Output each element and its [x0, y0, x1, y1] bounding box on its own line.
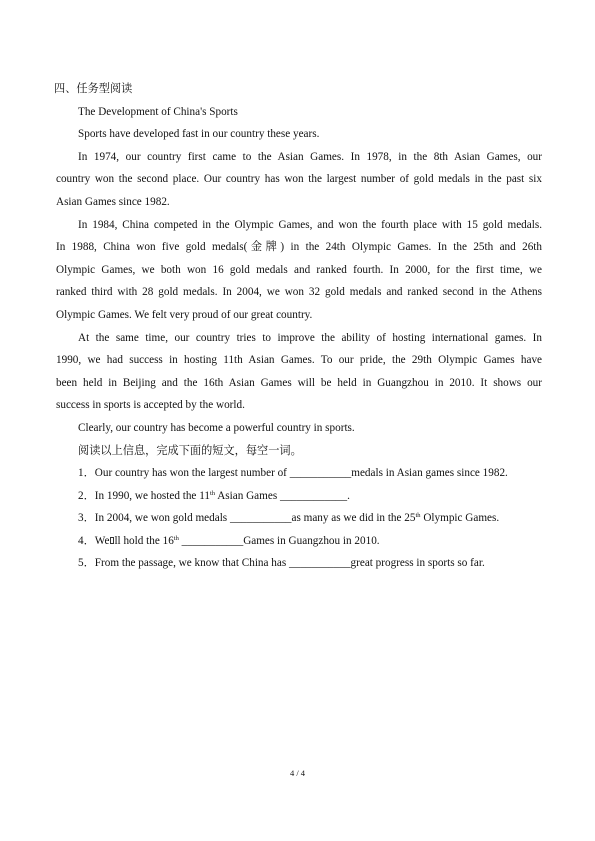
question-3: [56, 507, 542, 530]
question-text: as many as we did in the 25: [291, 512, 416, 525]
question-5: [56, 552, 542, 575]
ordinal-suffix: th: [415, 512, 421, 520]
paragraph-1-line-1: Sports have developed fast in our country these years.: [78, 128, 320, 141]
question-text: In 2004, we won gold medals: [94, 512, 230, 525]
question-text: From the passage, we know that China has: [94, 557, 289, 570]
paragraph-3-line-1: In 1984, China competed in the Olympic Games, and won the fourth place with 15 gold medals.: [78, 218, 542, 231]
paragraph-4-line-1: At the same time, our country tries to improve the ability of hosting international games. In: [78, 331, 542, 344]
question-number: 4．: [78, 534, 95, 547]
question-text: We: [94, 534, 110, 547]
answer-blank: ___________: [229, 512, 292, 525]
question-text: Our country has won the largest number of: [94, 467, 290, 480]
question-text: Games in Guangzhou in 2010.: [243, 534, 380, 547]
question-text: .: [347, 489, 350, 502]
answer-blank: ___________: [289, 557, 351, 570]
question-1: [56, 462, 542, 485]
paragraph-3-line-2: In 1988, China won five gold medals(金牌) in the 24th Olympic Games. In the 25th and 26th: [56, 241, 542, 254]
paragraph-4-line-4: success in sports is accepted by the world.: [56, 399, 245, 412]
ordinal-suffix: th: [209, 489, 216, 497]
question-number: 3．: [78, 512, 95, 525]
paragraph-2-line-3: Asian Games since 1982.: [56, 195, 170, 208]
question-number: 1．: [78, 467, 95, 480]
question-number: 5．: [78, 557, 95, 570]
section-heading: 四、任务型阅读: [54, 83, 133, 95]
passage-title: The Development of China's Sports: [78, 105, 238, 118]
ordinal-suffix: th: [173, 534, 179, 542]
answer-blank: ___________: [289, 467, 352, 480]
paragraph-4-line-2: 1990, we had success in hosting 11th Asian Games. To our pride, the 29th Olympic Games have: [56, 354, 542, 367]
question-4: [56, 530, 542, 553]
question-text: medals in Asian games since 1982.: [351, 467, 508, 480]
answer-blank: ___________: [178, 534, 244, 547]
paragraph-3-line-4: ranked third with 28 gold medals. In 2004, we won 32 gold medals and ranked second in the Athens: [56, 286, 542, 299]
question-text: In 1990, we hosted the 11: [94, 489, 210, 502]
paragraph-4-line-3: been held in Beijing and the 16th Asian Games will be held in Guangzhou in 2010. It shows our: [56, 376, 542, 389]
question-text: Asian Games: [215, 489, 280, 502]
question-2: [56, 485, 542, 508]
page-number: 4 / 4: [289, 768, 306, 778]
document-page: [56, 78, 542, 575]
instructions: 阅读以上信息，完成下面的短文，每空一词。: [78, 444, 302, 457]
paragraph-3-line-5: Olympic Games. We felt very proud of our great country.: [56, 308, 313, 321]
paragraph-5-line-1: Clearly, our country has become a powerful country in sports.: [78, 421, 355, 434]
paragraph-2-line-2: country won the second place. Our country has won the largest number of gold medals in the past six: [56, 173, 542, 186]
question-text: great progress in sports so far.: [350, 557, 485, 570]
question-number: 2．: [78, 489, 95, 502]
question-text: ll hold the 16: [114, 534, 174, 547]
answer-blank: ____________: [279, 489, 348, 502]
question-text: Olympic Games.: [420, 512, 500, 525]
paragraph-3-line-3: Olympic Games, we both won 16 gold medals and ranked fourth. In 2000, for the first time, we: [56, 263, 542, 276]
paragraph-2-line-1: In 1974, our country first came to the Asian Games. In 1978, in the 8th Asian Games, our: [78, 150, 542, 163]
